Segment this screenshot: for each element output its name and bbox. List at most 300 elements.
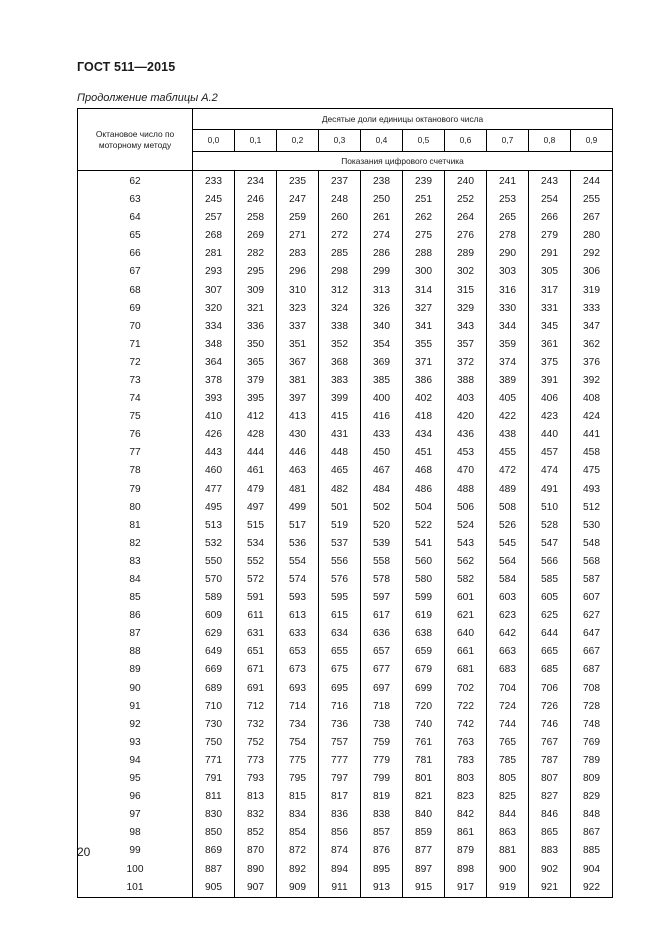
value-cell: 317 [529,282,571,300]
octane-cell: 96 [78,788,193,806]
value-cell: 340 [361,318,403,336]
value-cell: 402 [403,390,445,408]
value-cell: 243 [529,171,571,192]
value-cell: 746 [529,716,571,734]
value-cell: 302 [445,263,487,281]
value-cell: 801 [403,770,445,788]
value-cell: 327 [403,300,445,318]
value-cell: 885 [571,842,613,860]
value-cell: 261 [361,209,403,227]
value-cell: 819 [361,788,403,806]
value-cell: 517 [277,517,319,535]
value-cell: 659 [403,643,445,661]
value-cell: 720 [403,698,445,716]
octane-cell: 88 [78,643,193,661]
value-cell: 250 [361,191,403,209]
value-cell: 347 [571,318,613,336]
value-cell: 576 [319,571,361,589]
value-cell: 611 [235,607,277,625]
value-cell: 679 [403,662,445,680]
value-cell: 415 [319,408,361,426]
value-cell: 406 [529,390,571,408]
table-row [78,553,613,571]
value-cell: 422 [487,408,529,426]
octane-cell: 62 [78,171,193,192]
value-cell: 605 [529,589,571,607]
value-cell: 890 [235,861,277,879]
value-cell: 281 [193,245,235,263]
value-cell: 740 [403,716,445,734]
value-cell: 314 [403,282,445,300]
value-cell: 836 [319,806,361,824]
value-cell: 300 [403,263,445,281]
value-cell: 248 [319,191,361,209]
value-cell: 558 [361,553,403,571]
octane-cell: 89 [78,662,193,680]
value-cell: 405 [487,390,529,408]
value-cell: 474 [529,463,571,481]
value-cell: 515 [235,517,277,535]
octane-cell: 71 [78,336,193,354]
value-cell: 276 [445,227,487,245]
value-cell: 736 [319,716,361,734]
value-cell: 609 [193,607,235,625]
value-cell: 587 [571,571,613,589]
value-cell: 915 [403,879,445,898]
value-cell: 399 [319,390,361,408]
octane-cell: 99 [78,842,193,860]
value-cell: 599 [403,589,445,607]
column-header: 0,8 [529,130,571,152]
value-cell: 431 [319,426,361,444]
value-cell: 489 [487,481,529,499]
octane-cell: 85 [78,589,193,607]
value-cell: 724 [487,698,529,716]
value-cell: 742 [445,716,487,734]
value-cell: 336 [235,318,277,336]
value-cell: 671 [235,662,277,680]
octane-cell: 65 [78,227,193,245]
value-cell: 757 [319,734,361,752]
value-cell: 728 [571,698,613,716]
value-cell: 560 [403,553,445,571]
value-cell: 781 [403,752,445,770]
octane-cell: 101 [78,879,193,898]
value-cell: 321 [235,300,277,318]
value-cell: 767 [529,734,571,752]
table-row [78,861,613,879]
table-row [78,318,613,336]
value-cell: 640 [445,625,487,643]
column-header: 0,4 [361,130,403,152]
value-cell: 543 [445,535,487,553]
value-cell: 488 [445,481,487,499]
value-cell: 631 [235,625,277,643]
octane-column-header: Октановое число по моторному методу [78,109,193,171]
value-cell: 625 [529,607,571,625]
value-cell: 907 [235,879,277,898]
table-row [78,770,613,788]
value-cell: 392 [571,372,613,390]
value-cell: 378 [193,372,235,390]
value-cell: 351 [277,336,319,354]
value-cell: 433 [361,426,403,444]
value-cell: 799 [361,770,403,788]
octane-cell: 93 [78,734,193,752]
value-cell: 773 [235,752,277,770]
value-cell: 233 [193,171,235,192]
value-cell: 846 [529,806,571,824]
value-cell: 244 [571,171,613,192]
column-header: 0,0 [193,130,235,152]
value-cell: 550 [193,553,235,571]
value-cell: 309 [235,282,277,300]
octane-cell: 87 [78,625,193,643]
value-cell: 881 [487,842,529,860]
value-cell: 286 [361,245,403,263]
value-cell: 580 [403,571,445,589]
value-cell: 334 [193,318,235,336]
value-cell: 338 [319,318,361,336]
value-cell: 324 [319,300,361,318]
octane-cell: 100 [78,861,193,879]
value-cell: 877 [403,842,445,860]
value-cell: 375 [529,354,571,372]
value-cell: 295 [235,263,277,281]
value-cell: 829 [571,788,613,806]
value-cell: 362 [571,336,613,354]
value-cell: 400 [361,390,403,408]
value-cell: 240 [445,171,487,192]
value-cell: 593 [277,589,319,607]
value-cell: 467 [361,463,403,481]
value-cell: 607 [571,589,613,607]
value-cell: 283 [277,245,319,263]
value-cell: 259 [277,209,319,227]
value-cell: 368 [319,354,361,372]
value-cell: 718 [361,698,403,716]
value-cell: 589 [193,589,235,607]
value-cell: 258 [235,209,277,227]
value-cell: 266 [529,209,571,227]
value-cell: 319 [571,282,613,300]
value-cell: 638 [403,625,445,643]
value-cell: 681 [445,662,487,680]
value-cell: 803 [445,770,487,788]
value-cell: 898 [445,861,487,879]
table-row [78,408,613,426]
value-cell: 495 [193,499,235,517]
value-cell: 374 [487,354,529,372]
table-row [78,643,613,661]
value-cell: 921 [529,879,571,898]
value-cell: 371 [403,354,445,372]
table-row [78,191,613,209]
value-cell: 750 [193,734,235,752]
value-cell: 341 [403,318,445,336]
value-cell: 693 [277,680,319,698]
value-cell: 738 [361,716,403,734]
value-cell: 484 [361,481,403,499]
value-cell: 673 [277,662,319,680]
octane-cell: 82 [78,535,193,553]
value-cell: 386 [403,372,445,390]
value-cell: 508 [487,499,529,517]
value-cell: 291 [529,245,571,263]
table-row [78,263,613,281]
value-cell: 305 [529,263,571,281]
value-cell: 506 [445,499,487,517]
value-cell: 502 [361,499,403,517]
value-cell: 900 [487,861,529,879]
value-cell: 730 [193,716,235,734]
table-row [78,336,613,354]
value-cell: 440 [529,426,571,444]
value-cell: 811 [193,788,235,806]
table-row [78,752,613,770]
value-cell: 627 [571,607,613,625]
table-row [78,354,613,372]
value-cell: 475 [571,463,613,481]
value-cell: 320 [193,300,235,318]
value-cell: 570 [193,571,235,589]
value-cell: 348 [193,336,235,354]
value-cell: 299 [361,263,403,281]
value-cell: 359 [487,336,529,354]
value-cell: 520 [361,517,403,535]
table-row [78,734,613,752]
octane-cell: 63 [78,191,193,209]
octane-cell: 90 [78,680,193,698]
column-header: 0,6 [445,130,487,152]
value-cell: 763 [445,734,487,752]
value-cell: 413 [277,408,319,426]
value-cell: 827 [529,788,571,806]
value-cell: 857 [361,824,403,842]
value-cell: 566 [529,553,571,571]
value-cell: 716 [319,698,361,716]
value-cell: 282 [235,245,277,263]
value-cell: 842 [445,806,487,824]
value-cell: 861 [445,824,487,842]
value-cell: 238 [361,171,403,192]
value-cell: 887 [193,861,235,879]
value-cell: 754 [277,734,319,752]
table-row [78,426,613,444]
value-cell: 769 [571,734,613,752]
value-cell: 712 [235,698,277,716]
octane-cell: 94 [78,752,193,770]
value-cell: 832 [235,806,277,824]
value-cell: 367 [277,354,319,372]
value-cell: 759 [361,734,403,752]
value-cell: 257 [193,209,235,227]
table-row [78,372,613,390]
value-cell: 902 [529,861,571,879]
value-cell: 403 [445,390,487,408]
value-cell: 389 [487,372,529,390]
value-cell: 234 [235,171,277,192]
value-cell: 691 [235,680,277,698]
value-cell: 850 [193,824,235,842]
table-row [78,788,613,806]
value-cell: 310 [277,282,319,300]
value-cell: 333 [571,300,613,318]
table-row [78,879,613,898]
value-cell: 397 [277,390,319,408]
value-cell: 279 [529,227,571,245]
value-cell: 355 [403,336,445,354]
value-cell: 376 [571,354,613,372]
octane-cell: 66 [78,245,193,263]
value-cell: 251 [403,191,445,209]
value-cell: 765 [487,734,529,752]
table-row [78,517,613,535]
value-cell: 255 [571,191,613,209]
value-cell: 572 [235,571,277,589]
value-cell: 537 [319,535,361,553]
value-cell: 331 [529,300,571,318]
value-cell: 385 [361,372,403,390]
column-header: 0,1 [235,130,277,152]
value-cell: 423 [529,408,571,426]
table-row [78,680,613,698]
value-cell: 552 [235,553,277,571]
value-cell: 307 [193,282,235,300]
value-cell: 468 [403,463,445,481]
column-header: 0,3 [319,130,361,152]
value-cell: 479 [235,481,277,499]
value-cell: 352 [319,336,361,354]
value-cell: 465 [319,463,361,481]
value-cell: 613 [277,607,319,625]
value-cell: 532 [193,535,235,553]
value-cell: 913 [361,879,403,898]
table-row [78,625,613,643]
value-cell: 562 [445,553,487,571]
value-cell: 783 [445,752,487,770]
value-cell: 312 [319,282,361,300]
value-cell: 817 [319,788,361,806]
octane-cell: 95 [78,770,193,788]
value-cell: 265 [487,209,529,227]
value-cell: 629 [193,625,235,643]
value-cell: 460 [193,463,235,481]
value-cell: 457 [529,444,571,462]
value-cell: 463 [277,463,319,481]
octane-cell: 84 [78,571,193,589]
value-cell: 446 [277,444,319,462]
value-cell: 536 [277,535,319,553]
value-cell: 455 [487,444,529,462]
value-cell: 486 [403,481,445,499]
octane-cell: 75 [78,408,193,426]
value-cell: 361 [529,336,571,354]
value-cell: 247 [277,191,319,209]
value-cell: 834 [277,806,319,824]
octane-cell: 72 [78,354,193,372]
value-cell: 288 [403,245,445,263]
value-cell: 787 [529,752,571,770]
octane-cell: 67 [78,263,193,281]
value-cell: 450 [361,444,403,462]
octane-cell: 97 [78,806,193,824]
value-cell: 364 [193,354,235,372]
value-cell: 922 [571,879,613,898]
value-cell: 748 [571,716,613,734]
value-cell: 493 [571,481,613,499]
value-cell: 280 [571,227,613,245]
value-cell: 777 [319,752,361,770]
table-row [78,481,613,499]
octane-cell: 86 [78,607,193,625]
value-cell: 582 [445,571,487,589]
table-row [78,390,613,408]
value-cell: 667 [571,643,613,661]
value-cell: 603 [487,589,529,607]
value-cell: 744 [487,716,529,734]
octane-cell: 92 [78,716,193,734]
value-cell: 278 [487,227,529,245]
value-cell: 892 [277,861,319,879]
value-cell: 734 [277,716,319,734]
value-cell: 809 [571,770,613,788]
value-cell: 534 [235,535,277,553]
value-cell: 584 [487,571,529,589]
table-row [78,589,613,607]
value-cell: 246 [235,191,277,209]
value-cell: 271 [277,227,319,245]
value-cell: 615 [319,607,361,625]
value-cell: 235 [277,171,319,192]
value-cell: 859 [403,824,445,842]
octane-cell: 69 [78,300,193,318]
octane-cell: 83 [78,553,193,571]
value-cell: 241 [487,171,529,192]
value-cell: 365 [235,354,277,372]
value-cell: 306 [571,263,613,281]
value-cell: 289 [445,245,487,263]
value-cell: 649 [193,643,235,661]
counter-readings-header: Показания цифрового счетчика [193,152,613,171]
octane-cell: 80 [78,499,193,517]
value-cell: 872 [277,842,319,860]
value-cell: 883 [529,842,571,860]
value-cell: 617 [361,607,403,625]
value-cell: 653 [277,643,319,661]
value-cell: 636 [361,625,403,643]
value-cell: 761 [403,734,445,752]
value-cell: 285 [319,245,361,263]
value-cell: 395 [235,390,277,408]
value-cell: 477 [193,481,235,499]
value-cell: 426 [193,426,235,444]
value-cell: 823 [445,788,487,806]
value-cell: 253 [487,191,529,209]
value-cell: 329 [445,300,487,318]
value-cell: 315 [445,282,487,300]
table-row [78,824,613,842]
value-cell: 793 [235,770,277,788]
value-cell: 539 [361,535,403,553]
value-cell: 344 [487,318,529,336]
table-row [78,245,613,263]
value-cell: 275 [403,227,445,245]
octane-cell: 91 [78,698,193,716]
value-cell: 245 [193,191,235,209]
octane-cell: 78 [78,463,193,481]
value-cell: 443 [193,444,235,462]
